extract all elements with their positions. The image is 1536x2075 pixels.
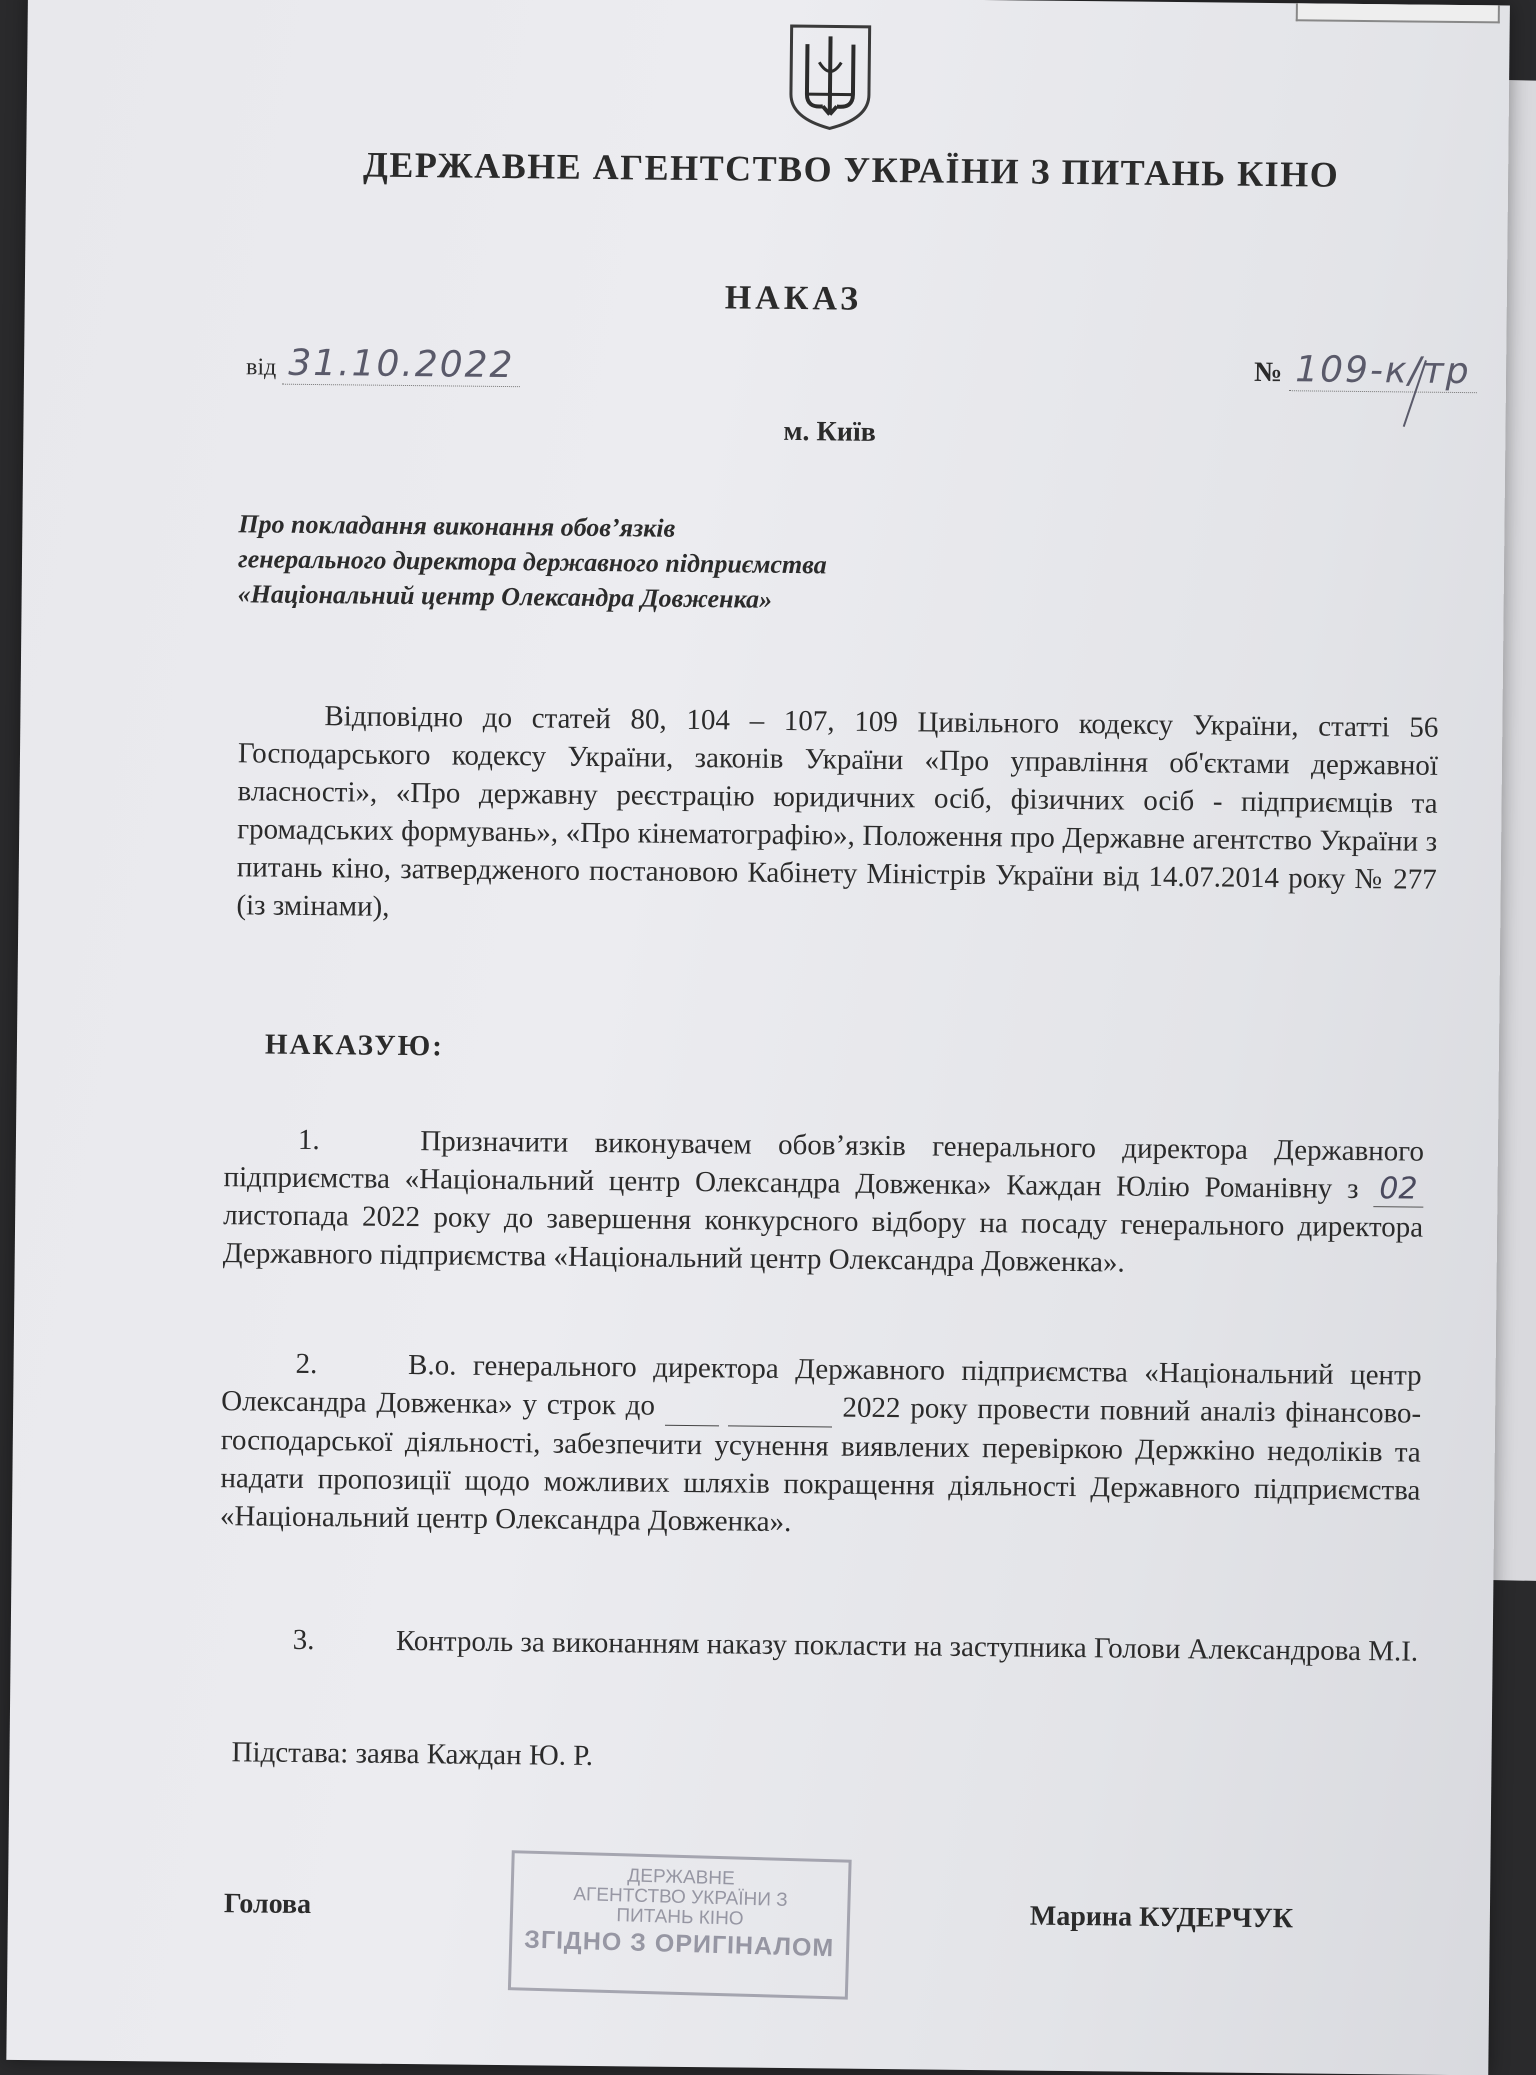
order-number [1254, 349, 1477, 392]
item-number: 1. [297, 1123, 320, 1157]
orders-heading: НАКАЗУЮ: [264, 1028, 445, 1063]
certification-stamp [508, 1850, 852, 1999]
order-subject [238, 506, 828, 617]
item-text-before: Призначити виконувачем обов’язків генерального директора Державного підприємства «Національний центр Олександра Довженка» Каждан Юлію Романівну з [223, 1125, 1425, 1205]
document-page [6, 0, 1510, 2075]
subject-line: Про покладання виконання обов’язків [238, 509, 676, 543]
item-text-after: листопада 2022 року до завершення конкурсного відбору на посаду генерального директора Державного підприємства «Національний центр Олександра Довженка». [222, 1199, 1424, 1279]
item-text: Контроль за виконанням наказу покласти на заступника Голови Александрова М.І. [395, 1624, 1419, 1668]
basis-note: Підстава: заява Каждан Ю. Р. [231, 1736, 594, 1773]
order-item-3 [219, 1620, 1419, 1671]
date-value: 31.10.2022 [282, 343, 521, 387]
corner-mark [1296, 3, 1500, 23]
trident-emblem-icon [785, 22, 876, 133]
blank-day-field [665, 1387, 719, 1427]
signature-position: Голова [223, 1888, 312, 1921]
agency-name: ДЕРЖАВНЕ АГЕНТСТВО УКРАЇНИ З ПИТАНЬ КІНО [362, 144, 1340, 195]
date-label: від [245, 354, 277, 381]
order-date [246, 342, 521, 386]
item-text-after: 2022 року провести повний аналіз фінансово-господарської діяльності, забезпечити усунення виявлених перевіркою Держкіно недоліків та надати пропозиції щодо можливих шляхів покращення діяльності Державного підприємства «Національний центр Олександра Довженка». [219, 1391, 1422, 1539]
item-number: 3. [292, 1623, 315, 1657]
number-label: № [1253, 356, 1283, 389]
handwritten-day: 02 [1373, 1171, 1424, 1208]
blank-month-field [728, 1387, 832, 1427]
order-title: НАКАЗ [724, 279, 863, 318]
item-number: 2. [295, 1347, 318, 1381]
order-item-2 [220, 1344, 1422, 1548]
subject-line: генерального директора державного підприємства [237, 544, 827, 580]
order-item-1 [223, 1120, 1425, 1285]
subject-line: «Національний центр Олександра Довженка» [237, 579, 773, 614]
item-text-before: В.о. генерального директора Державного підприємства «Національний центр Олександра Довженка» у строк до [221, 1349, 1422, 1422]
stamp-line: ДЕРЖАВНЕ [627, 1865, 736, 1890]
city: м. Київ [783, 415, 876, 448]
stamp-main-text: ЗГІДНО З ОРИГІНАЛОМ [523, 1925, 835, 1963]
number-value: 109-к/тр [1289, 349, 1477, 393]
stamp-line: АГЕНТСТВО УКРАЇНИ З [573, 1883, 788, 1911]
stamp-line: ПИТАНЬ КІНО [616, 1905, 744, 1930]
signer-name: Марина КУДЕРЧУК [1029, 1900, 1294, 1935]
preamble-paragraph: Відповідно до статей 80, 104 – 107, 109 Цивільного кодексу України, статті 56 Господарського кодексу України, законів України «Про управління об'єктами державної власності», «Про державну реєстрацію юридичних осіб, фізичних осіб - підприємців та громадських формувань», «Про кінематографію», Положення про Державне агентство України з питань кіно, затвердженого постановою Кабінету Міністрів України від 14.07.2014 року № 277 (із змінами), [236, 700, 1439, 923]
